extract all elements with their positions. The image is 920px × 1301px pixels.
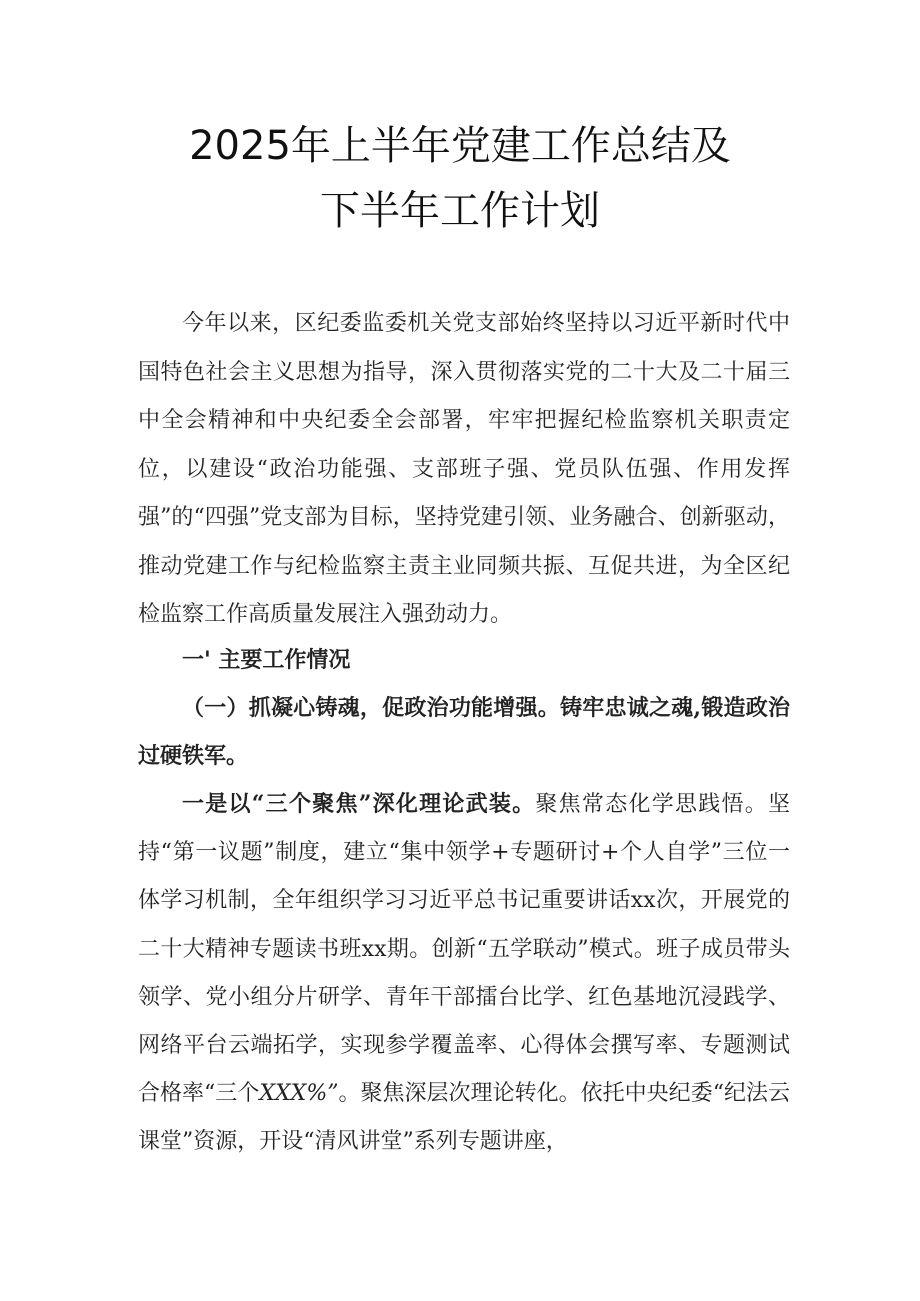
intro-paragraph: 今年以来，区纪委监委机关党支部始终坚持以习近平新时代中国特色社会主义思想为指导，深入贯彻落实党的二十大及二十届三中全会精神和中央纪委全会部署，牢牢把握纪检监察机关职责定位，以建设“政治功能强、支部班子强、党员队伍强、作用发挥强”的“四强”党支部为目标，坚持党建引领、业务融合、创新驱动，推动党建工作与纪检监察主责主业同频共振、互促共进，为全区纪检监察工作高质量发展注入强劲动力。: [138, 311, 790, 627]
paragraph-italic-value: XXX%”: [259, 1081, 339, 1107]
paragraph-text-part-2: 。聚焦深层次理论转化。依托中央纪委“纪法云课堂”资源，开设“清风讲堂”系列专题讲座，: [138, 1081, 790, 1155]
paragraph-lead: 一是以“三个聚焦”深化理论武装。: [182, 791, 536, 817]
section-heading: 一' 主要工作情况: [182, 647, 351, 673]
paragraph-text-part-1: 聚焦常态化学思践悟。坚持“第一议题”制度，建立“集中领学+专题研讨+个人自学”三位一体学习机制，全年组织学习习近平总书记重要讲话xx次，开展党的二十大精神专题读书班xx期。创新“五学联动”模式。班子成员带头领学、党小组分片研学、青年干部擂台比学、红色基地沉浸践学、网络平台云端拓学，实现参学覆盖率、心得体会撰写率、专题测试合格率“三个: [138, 792, 790, 1107]
document-title-line-2: 下半年工作计划: [320, 188, 600, 234]
subsection-heading: （一）抓凝心铸魂，促政治功能增强。铸牢忠诚之魂,锻造政治过硬铁军。: [138, 695, 790, 769]
body-paragraph: [138, 780, 790, 1167]
document-title-line-1: 2025年上半年党建工作总结及: [189, 123, 731, 169]
